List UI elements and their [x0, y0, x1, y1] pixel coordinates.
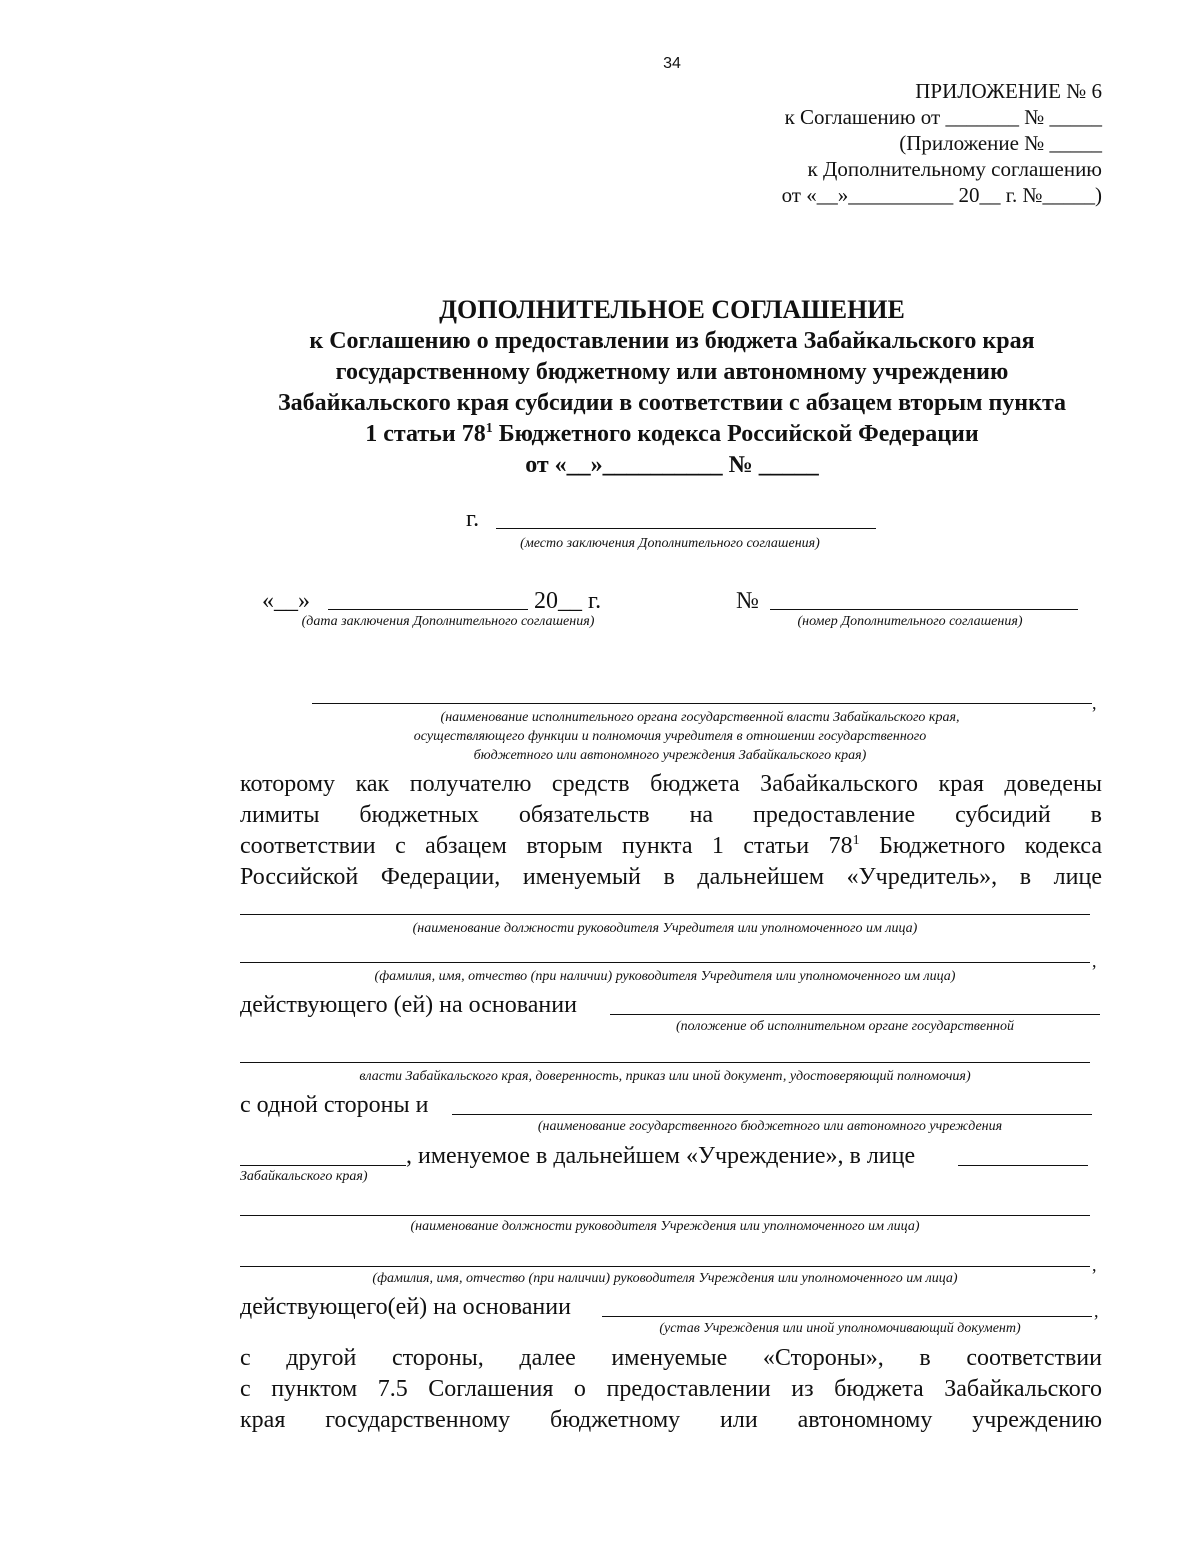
founder-fio-field[interactable]: [240, 962, 1090, 963]
document-title: ДОПОЛНИТЕЛЬНОЕ СОГЛАШЕНИЕ: [439, 295, 905, 324]
founder-paragraph-line: Российской Федерации, именуемый в дальнейшем «Учредитель», в лице: [240, 864, 1102, 890]
place-caption: (место заключения Дополнительного соглашения): [520, 536, 820, 551]
comma: ,: [1092, 951, 1097, 971]
institution-named-text: , именуемое в дальнейшем «Учреждение», в лице: [406, 1143, 916, 1169]
document-subtitle-line: государственному бюджетному или автономному учреждению: [335, 359, 1009, 385]
institution-basis-field[interactable]: [602, 1316, 1092, 1317]
founder-basis-caption-cont: власти Забайкальского края, доверенность, приказ или иной документ, удостоверяющий полномочия): [359, 1069, 971, 1084]
document-subtitle-line: 1 статьи $78^1$ Бюджетного кодекса Российской Федерации: [365, 421, 979, 447]
appendix-supplementary-ref: к Дополнительному соглашению: [807, 157, 1102, 181]
one-side-label: с одной стороны и: [240, 1092, 429, 1118]
document-subtitle-line: Забайкальского края субсидии в соответствии с абзацем вторым пункта: [277, 390, 1067, 416]
place-field[interactable]: [496, 528, 876, 529]
closing-paragraph-line: с другой стороны, далее именуемые «Стороны», в соответствии: [240, 1345, 1102, 1371]
number-field[interactable]: [770, 609, 1078, 610]
date-month-field[interactable]: [328, 609, 528, 610]
institution-acting-label: действующего(ей) на основании: [240, 1294, 571, 1320]
founder-name-field[interactable]: [312, 703, 1092, 704]
date-year: 20__ г.: [534, 588, 602, 614]
comma: ,: [1092, 693, 1097, 713]
document-subtitle-line: к Соглашению о предоставлении из бюджета Забайкальского края: [309, 328, 1035, 354]
institution-basis-caption: (устав Учреждения или иной уполномочивающий документ): [659, 1321, 1021, 1336]
founder-paragraph-line: лимиты бюджетных обязательств на предоставление субсидий в: [240, 802, 1102, 828]
institution-name-field-cont[interactable]: [240, 1165, 406, 1166]
closing-paragraph-line: края государственному бюджетному или автономному учреждению: [240, 1407, 1102, 1433]
date-caption: (дата заключения Дополнительного соглашения): [301, 614, 595, 629]
appendix-date-ref: от «__»__________ 20__ г. №_____): [781, 183, 1102, 207]
founder-basis-caption: (положение об исполнительном органе государственной: [676, 1019, 1014, 1034]
founder-position-caption: (наименование должности руководителя Учредителя или уполномоченного им лица): [412, 921, 918, 936]
institution-position-caption: (наименование должности руководителя Учреждения или уполномоченного им лица): [410, 1219, 920, 1234]
institution-name-field[interactable]: [452, 1114, 1092, 1115]
page-number: 34: [663, 55, 681, 72]
founder-fio-caption: (фамилия, имя, отчество (при наличии) руководителя Учредителя или уполномоченного им лица): [374, 969, 956, 984]
founder-acting-label: действующего (ей) на основании: [240, 992, 577, 1018]
appendix-number: ПРИЛОЖЕНИЕ № 6: [915, 79, 1102, 103]
number-sign: №: [736, 588, 759, 614]
institution-name-caption: (наименование государственного бюджетного или автономного учреждения: [537, 1119, 1003, 1134]
founder-caption-line: осуществляющего функции и полномочия учредителя в отношении государственного: [413, 729, 927, 744]
founder-position-field[interactable]: [240, 914, 1090, 915]
founder-caption-line: бюджетного или автономного учреждения Забайкальского края): [473, 748, 867, 763]
founder-paragraph-line: соответствии с абзацем вторым пункта 1 статьи $78^1$ Бюджетного кодекса: [240, 833, 1102, 859]
date-day: «__»: [262, 588, 310, 614]
founder-paragraph-line: которому как получателю средств бюджета Забайкальского края доведены: [240, 771, 1102, 797]
institution-fio-caption: (фамилия, имя, отчество (при наличии) руководителя Учреждения или уполномоченного им лица): [372, 1271, 958, 1286]
place-prefix: г.: [466, 506, 480, 532]
comma: ,: [1092, 1255, 1097, 1275]
number-caption: (номер Дополнительного соглашения): [797, 614, 1023, 629]
comma: ,: [1094, 1301, 1099, 1321]
institution-name-caption-cont: Забайкальского края): [240, 1169, 368, 1184]
institution-fio-field[interactable]: [240, 1266, 1090, 1267]
appendix-annex-ref: (Приложение № _____: [899, 131, 1102, 155]
institution-position-field[interactable]: [240, 1215, 1090, 1216]
document-date-number: от «__»__________ № _____: [525, 452, 819, 478]
founder-basis-field-cont[interactable]: [240, 1062, 1090, 1063]
appendix-agreement-ref: к Соглашению от _______ № _____: [784, 105, 1102, 129]
institution-person-field[interactable]: [958, 1165, 1088, 1166]
founder-caption-line: (наименование исполнительного органа государственной власти Забайкальского края,: [440, 710, 960, 725]
closing-paragraph-line: с пунктом 7.5 Соглашения о предоставлении из бюджета Забайкальского: [240, 1376, 1102, 1402]
founder-basis-field[interactable]: [610, 1014, 1100, 1015]
